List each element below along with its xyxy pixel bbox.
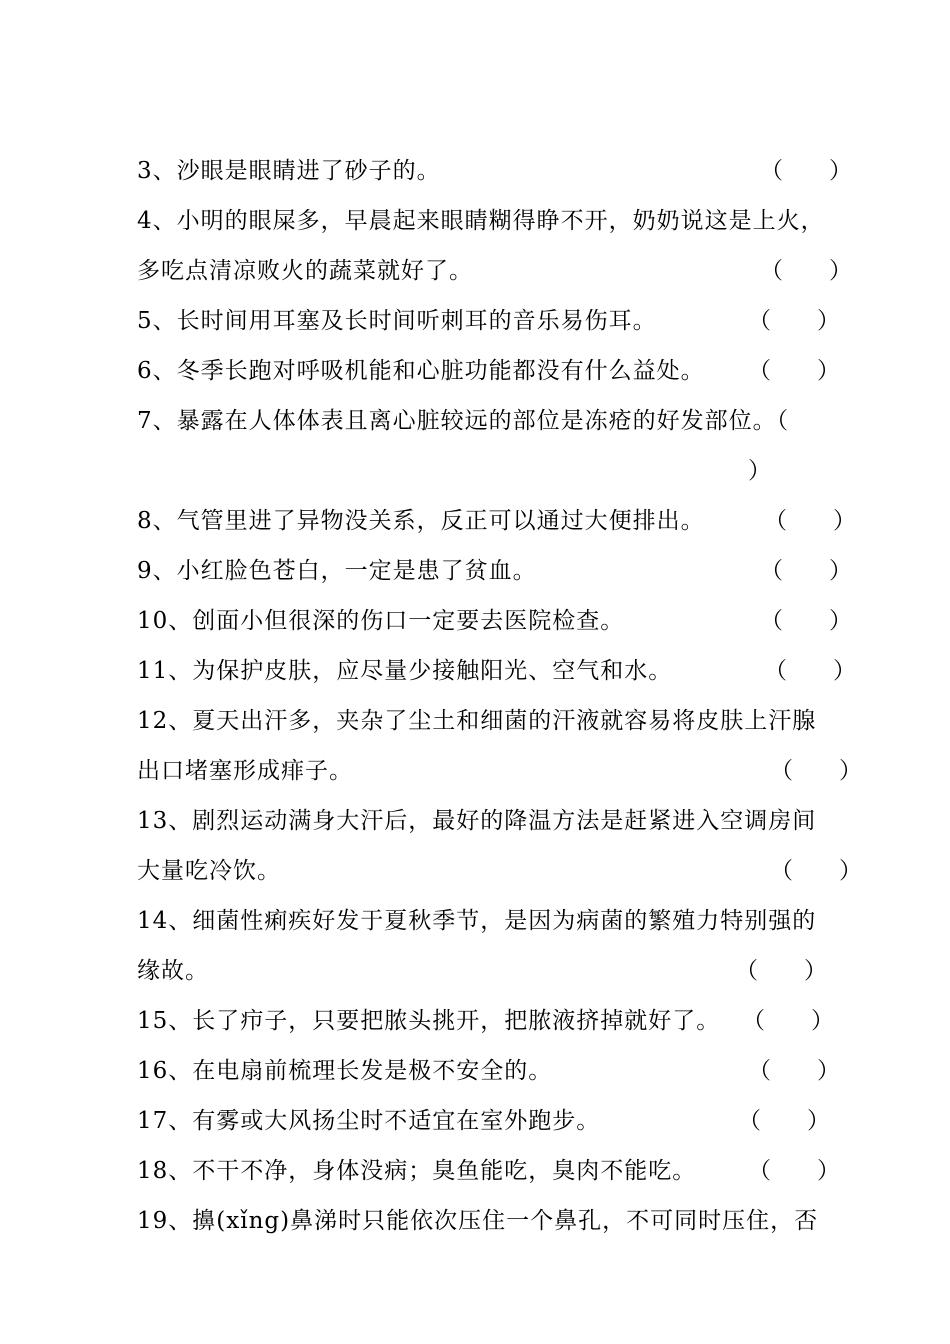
question-7-text: 7、暴露在人体体表且离心脏较远的部位是冻疮的好发部位。（ (137, 408, 790, 434)
question-15-text: 15、长了疖子，只要把脓头挑开，把脓液挤掉就好了。 (137, 1008, 721, 1034)
question-14-text-line1: 14、细菌性痢疾好发于夏秋季节，是因为病菌的繁殖力特别强的 (137, 908, 817, 934)
question-11-text: 11、为保护皮肤，应尽量少接触阳光、空气和水。 (137, 658, 673, 684)
question-18-answer-parens: （ ） (748, 1158, 840, 1184)
question-5-text: 5、长时间用耳塞及长时间听刺耳的音乐易伤耳。 (137, 308, 657, 334)
question-18-text: 18、不干不净，身体没病；臭鱼能吃，臭肉不能吃。 (137, 1158, 697, 1184)
question-19-text-line1: 19、擤(xǐng)鼻涕时只能依次压住一个鼻孔，不可同时压住，否 (137, 1208, 819, 1234)
question-3-text: 3、沙眼是眼睛进了砂子的。 (137, 158, 441, 184)
question-8-text: 8、气管里进了异物没关系，反正可以通过大便排出。 (137, 508, 705, 534)
question-5-answer-parens: （ ） (748, 308, 840, 334)
question-6-text: 6、冬季长跑对呼吸机能和心脏功能都没有什么益处。 (137, 358, 705, 384)
question-10-answer-parens: （ ） (760, 608, 852, 634)
question-4-text-line1: 4、小明的眼屎多，早晨起来眼睛糊得睁不开，奶奶说这是上火， (137, 208, 825, 234)
question-9-text: 9、小红脸色苍白，一定是患了贫血。 (137, 558, 537, 584)
question-13-answer-parens: （ ） (770, 858, 862, 884)
question-12-answer-parens: （ ） (770, 758, 862, 784)
question-17-text: 17、有雾或大风扬尘时不适宜在室外跑步。 (137, 1108, 601, 1134)
question-8-answer-parens: （ ） (764, 508, 856, 534)
question-6-answer-parens: （ ） (748, 358, 840, 384)
question-11-answer-parens: （ ） (764, 658, 856, 684)
question-9-answer-parens: （ ） (760, 558, 852, 584)
question-4-answer-parens: （ ） (760, 258, 852, 284)
question-7-answer-close-paren: ） (748, 458, 772, 484)
question-17-answer-parens: （ ） (738, 1108, 830, 1134)
question-14-text-line2: 缘故。 (137, 958, 209, 984)
question-10-text: 10、创面小但很深的伤口一定要去医院检查。 (137, 608, 625, 634)
question-16-text: 16、在电扇前梳理长发是极不安全的。 (137, 1058, 553, 1084)
question-3-answer-parens: （ ） (760, 158, 852, 184)
question-12-text-line1: 12、夏天出汗多，夹杂了尘土和细菌的汗液就容易将皮肤上汗腺 (137, 708, 817, 734)
question-12-text-line2: 出口堵塞形成痱子。 (137, 758, 353, 784)
question-4-text-line2: 多吃点清凉败火的蔬菜就好了。 (137, 258, 473, 284)
question-13-text-line2: 大量吃冷饮。 (137, 858, 281, 884)
question-16-answer-parens: （ ） (748, 1058, 840, 1084)
question-15-answer-parens: （ ） (742, 1008, 834, 1034)
question-14-answer-parens: （ ） (735, 958, 827, 984)
question-13-text-line1: 13、剧烈运动满身大汗后，最好的降温方法是赶紧进入空调房间 (137, 808, 817, 834)
